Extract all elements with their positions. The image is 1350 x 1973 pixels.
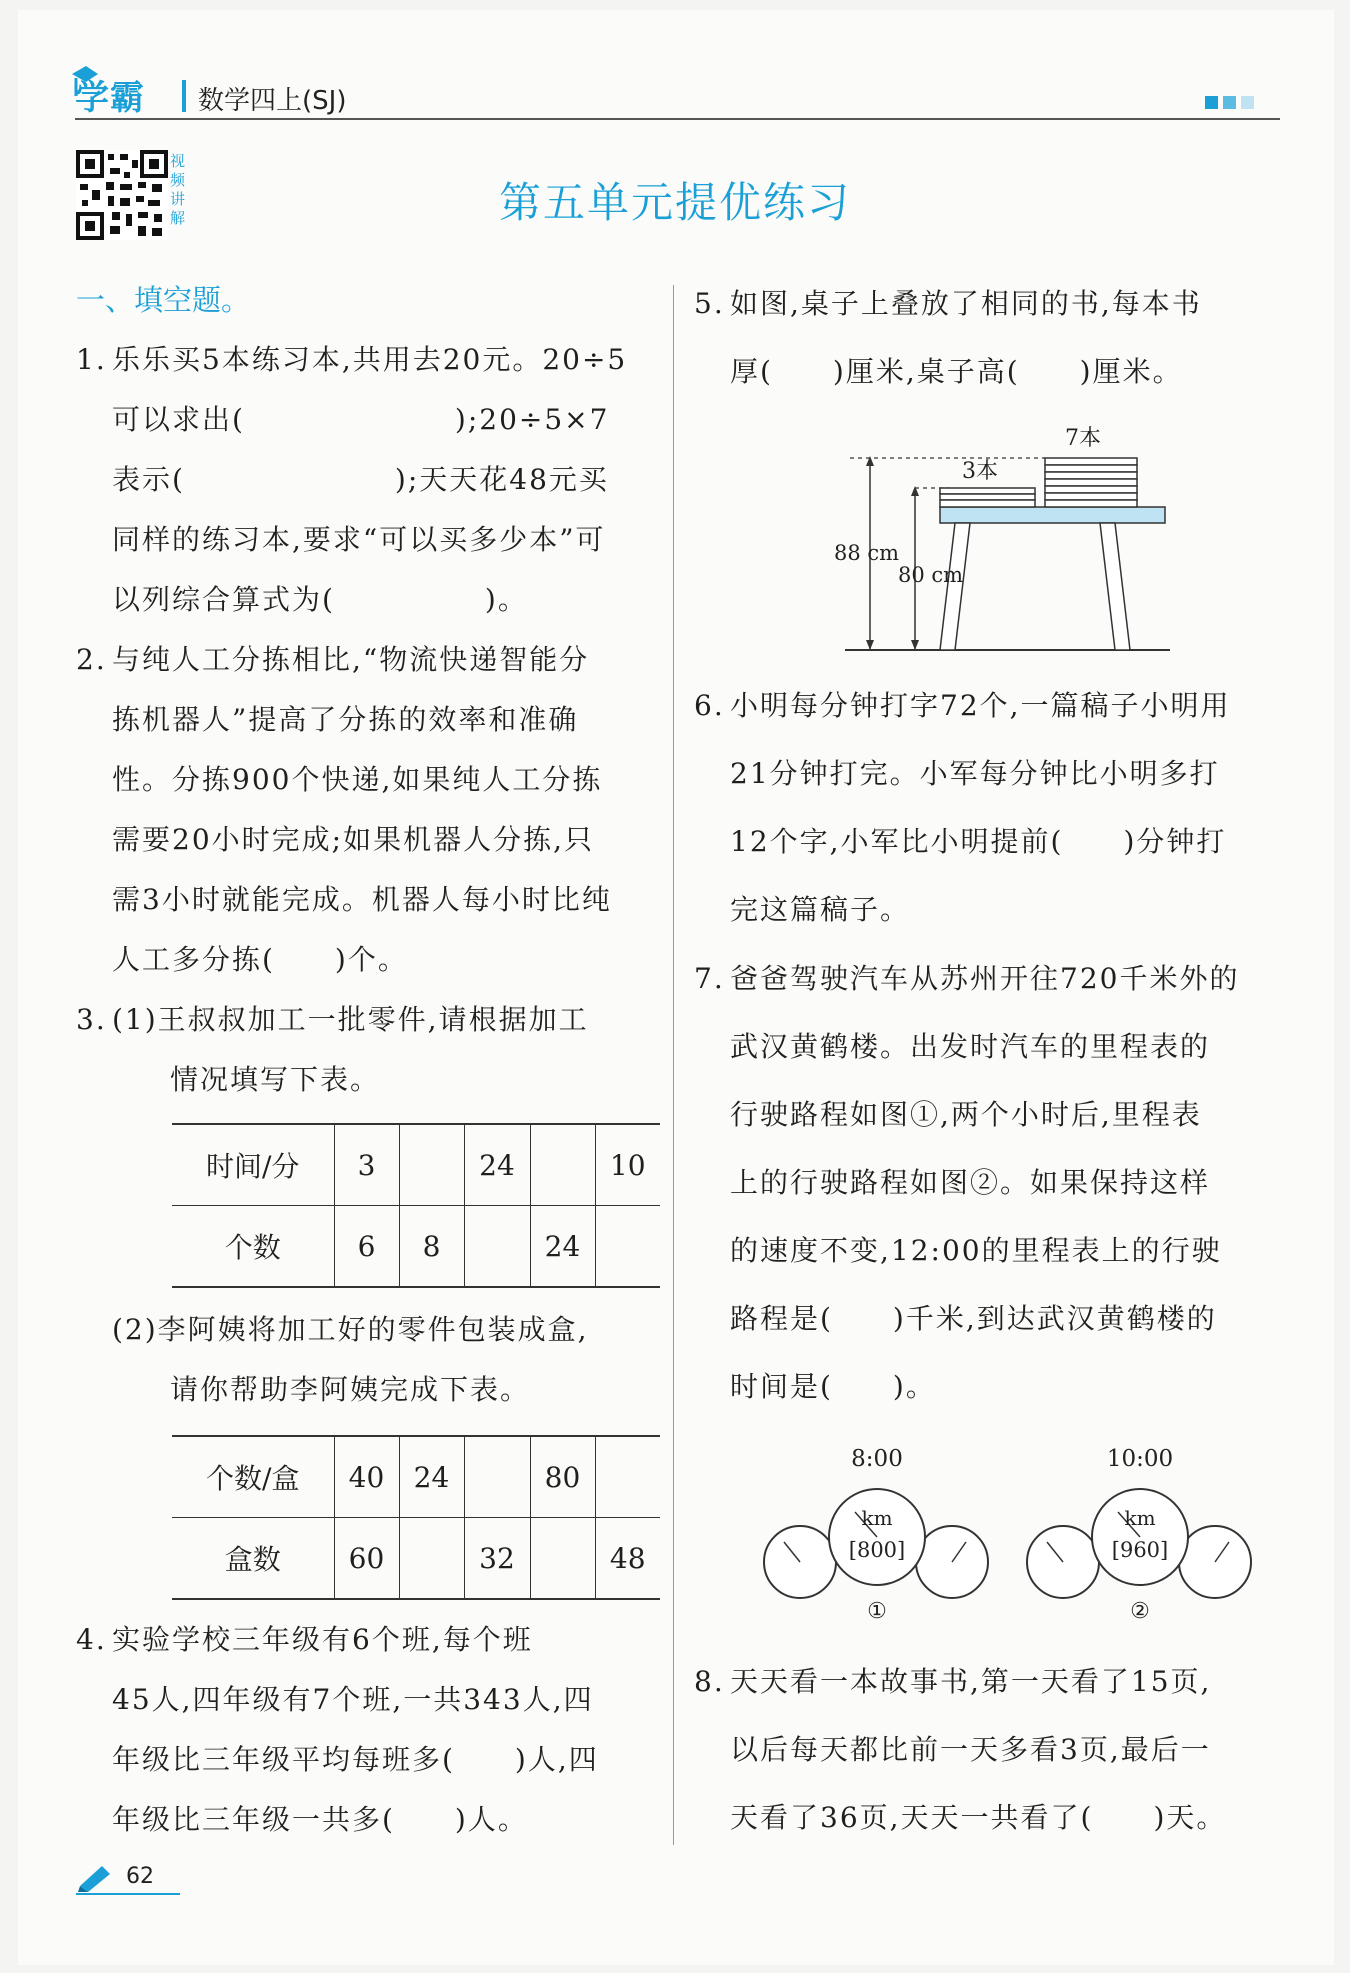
question-body bbox=[112, 630, 612, 990]
question-number: 6. bbox=[694, 689, 725, 722]
table-cell: 40 bbox=[334, 1436, 399, 1518]
table-cell-blank[interactable] bbox=[399, 1124, 464, 1206]
text-line: 厚( )厘米,桌子高( )厘米。 bbox=[730, 355, 1183, 388]
brand-logo: 学霸 bbox=[75, 78, 145, 118]
section-heading: 一、填空题。 bbox=[76, 283, 251, 317]
gauge-label: ① bbox=[867, 1599, 887, 1624]
table-cell-blank[interactable] bbox=[399, 1518, 464, 1600]
text-line: 如图,桌子上叠放了相同的书,每本书 bbox=[730, 287, 1202, 320]
text-line: 21分钟打完。小军每分钟比小明多打 bbox=[730, 757, 1220, 790]
text-line: 的速度不变,12:00的里程表上的行驶 bbox=[730, 1234, 1222, 1267]
header-square-1 bbox=[1205, 96, 1218, 109]
table-books-figure bbox=[830, 420, 1190, 660]
text-line: 时间是( )。 bbox=[730, 1370, 936, 1403]
label-7-books: 7本 bbox=[1065, 426, 1101, 451]
question-body bbox=[730, 672, 1231, 944]
table-cell-blank[interactable] bbox=[530, 1124, 595, 1206]
table-cell: 6 bbox=[334, 1206, 399, 1288]
table-cell: 32 bbox=[464, 1518, 530, 1600]
header-square-2 bbox=[1223, 96, 1236, 109]
book-title: 数学四上(SJ) bbox=[198, 86, 347, 116]
text-line: 45人,四年级有7个班,一共343人,四 bbox=[112, 1683, 594, 1716]
table-cell: 3 bbox=[334, 1124, 399, 1206]
table-cell: 个数 bbox=[172, 1206, 334, 1288]
header-square-3 bbox=[1241, 96, 1254, 109]
text-line: 行驶路程如图①,两个小时后,里程表 bbox=[730, 1098, 1202, 1131]
text-line: 与纯人工分拣相比,“物流快递智能分 bbox=[112, 643, 590, 676]
table-time-count bbox=[172, 1123, 660, 1288]
question-number: 7. bbox=[694, 962, 725, 995]
text-line: 武汉黄鹤楼。出发时汽车的里程表的 bbox=[730, 1030, 1211, 1063]
table-row bbox=[172, 1436, 660, 1518]
table-row bbox=[172, 1206, 660, 1288]
text-line: 天看了36页,天天一共看了( )天。 bbox=[730, 1801, 1227, 1834]
question-body bbox=[730, 945, 1239, 1421]
text-line: 拣机器人”提高了分拣的效率和准确 bbox=[112, 703, 579, 736]
text-line: 需要20小时完成;如果机器人分拣,只 bbox=[112, 823, 594, 856]
gauge-time: 8:00 bbox=[851, 1446, 903, 1472]
table-cell: 48 bbox=[595, 1518, 660, 1600]
header-rule bbox=[75, 118, 1280, 120]
table-cell: 80 bbox=[530, 1436, 595, 1518]
question-number: 2. bbox=[76, 643, 107, 676]
text-line: 以后每天都比前一天多看3页,最后一 bbox=[730, 1733, 1211, 1766]
odometer-figure bbox=[752, 1440, 1282, 1635]
qr-video-label: 视频讲解 bbox=[170, 152, 186, 227]
odometer-gauge-2 bbox=[1027, 1446, 1251, 1624]
page-title: 第五单元提优练习 bbox=[498, 178, 851, 227]
text-line: 性。分拣900个快递,如果纯人工分拣 bbox=[112, 763, 603, 796]
gauge-reading: [800] bbox=[848, 1538, 906, 1562]
text-line: 爸爸驾驶汽车从苏州开往720千米外的 bbox=[730, 962, 1240, 995]
table-cell: 时间/分 bbox=[172, 1124, 334, 1206]
question-number: 3. bbox=[76, 1003, 107, 1036]
table-cell: 盒数 bbox=[172, 1518, 334, 1600]
table-cell-blank[interactable] bbox=[530, 1518, 595, 1600]
label-88cm: 88 cm bbox=[834, 541, 900, 565]
table-cell: 10 bbox=[595, 1124, 660, 1206]
table-row bbox=[172, 1518, 660, 1600]
table-row bbox=[172, 1124, 660, 1206]
question-number: 8. bbox=[694, 1665, 725, 1698]
gauge-reading: [960] bbox=[1111, 1538, 1169, 1562]
table-cell: 个数/盒 bbox=[172, 1436, 334, 1518]
text-line: 以列综合算式为( )。 bbox=[112, 583, 528, 616]
text-line: 可以求出( );20÷5×7 bbox=[112, 403, 610, 436]
label-3-books: 3本 bbox=[962, 459, 998, 484]
question-1 bbox=[76, 330, 676, 640]
text-line: 同样的练习本,要求“可以买多少本”可 bbox=[112, 523, 606, 556]
text-line: 人工多分拣( )个。 bbox=[112, 943, 408, 976]
table-cell-blank[interactable] bbox=[464, 1206, 530, 1288]
text-line: 需3小时就能完成。机器人每小时比纯 bbox=[112, 883, 612, 916]
question-body bbox=[112, 330, 627, 630]
label-80cm: 80 cm bbox=[898, 563, 964, 587]
question-body bbox=[112, 1610, 599, 1850]
odometer-gauge-1 bbox=[764, 1446, 988, 1624]
text-line: (1)王叔叔加工一批零件,请根据加工 bbox=[112, 1003, 589, 1036]
question-number: 4. bbox=[76, 1623, 107, 1656]
text-line: (2)李阿姨将加工好的零件包装成盒, bbox=[112, 1313, 589, 1346]
table-cell: 24 bbox=[399, 1436, 464, 1518]
text-line: 乐乐买5本练习本,共用去20元。20÷5 bbox=[112, 343, 628, 376]
question-number: 5. bbox=[694, 287, 725, 320]
text-line: 12个字,小军比小明提前( )分钟打 bbox=[730, 825, 1227, 858]
question-4 bbox=[76, 1610, 676, 1860]
page-number: 62 bbox=[126, 1864, 154, 1889]
table-box-count bbox=[172, 1435, 660, 1600]
text-line: 请你帮助李阿姨完成下表。 bbox=[170, 1373, 531, 1406]
text-line: 路程是( )千米,到达武汉黄鹤楼的 bbox=[730, 1302, 1217, 1335]
part-1-text bbox=[112, 990, 589, 1110]
gauge-unit: km bbox=[1124, 1506, 1156, 1530]
table-cell-blank[interactable] bbox=[595, 1436, 660, 1518]
question-3-part-2 bbox=[112, 1300, 672, 1420]
gauge-unit: km bbox=[861, 1506, 893, 1530]
table-cell: 24 bbox=[464, 1124, 530, 1206]
text-line: 实验学校三年级有6个班,每个班 bbox=[112, 1623, 533, 1656]
question-2 bbox=[76, 630, 676, 1000]
gauge-time: 10:00 bbox=[1106, 1446, 1174, 1472]
text-line: 表示( );天天花48元买 bbox=[112, 463, 609, 496]
table-cell-blank[interactable] bbox=[595, 1206, 660, 1288]
gauge-label: ② bbox=[1130, 1599, 1150, 1624]
logo-divider bbox=[182, 80, 186, 112]
table-cell: 24 bbox=[530, 1206, 595, 1288]
text-line: 完这篇稿子。 bbox=[730, 893, 911, 926]
text-line: 上的行驶路程如图②。如果保持这样 bbox=[730, 1166, 1211, 1199]
table-cell: 8 bbox=[399, 1206, 464, 1288]
text-line: 小明每分钟打字72个,一篇稿子小明用 bbox=[730, 689, 1231, 722]
table-cell: 60 bbox=[334, 1518, 399, 1600]
question-body bbox=[730, 270, 1202, 406]
question-body bbox=[730, 1648, 1226, 1852]
footer-rule bbox=[76, 1893, 180, 1895]
text-line: 天天看一本故事书,第一天看了15页, bbox=[730, 1665, 1212, 1698]
text-line: 年级比三年级一共多( )人。 bbox=[112, 1803, 528, 1836]
pencil-icon bbox=[76, 1862, 116, 1892]
text-line: 年级比三年级平均每班多( )人,四 bbox=[112, 1743, 599, 1776]
table-cell-blank[interactable] bbox=[464, 1436, 530, 1518]
text-line: 情况填写下表。 bbox=[170, 1063, 381, 1096]
question-number: 1. bbox=[76, 343, 107, 376]
